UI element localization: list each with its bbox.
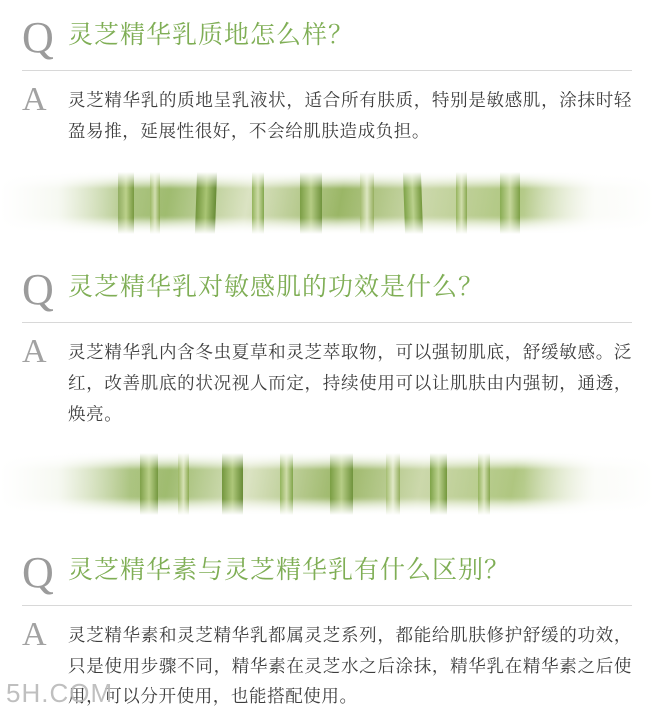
answer-row	[22, 606, 632, 712]
bamboo-stalk	[150, 172, 160, 234]
question-letter-icon: Q	[22, 548, 54, 598]
bamboo-stalk	[300, 172, 322, 234]
bamboo-stalk	[360, 172, 374, 234]
question-row	[22, 535, 632, 598]
answer-letter-icon: A	[22, 333, 47, 371]
bamboo-stalk	[280, 453, 293, 515]
question-row	[22, 0, 632, 60]
bamboo-image	[0, 172, 654, 234]
question-row	[22, 252, 632, 315]
answer-text: 灵芝精华乳内含冬虫夏草和灵芝萃取物，可以强韧肌底，舒缓敏感。泛红，改善肌底的状况视人而定，持续使用可以让肌肤由内强韧，通透，焕亮。	[68, 342, 632, 424]
bamboo-stalk	[456, 172, 467, 234]
bamboo-stalk	[195, 172, 218, 234]
bamboo-stalk	[222, 453, 243, 515]
question-letter-icon: Q	[22, 13, 54, 62]
answer-letter-icon: A	[22, 81, 47, 118]
question-letter-icon: Q	[22, 265, 54, 315]
bamboo-stalk	[178, 453, 189, 515]
bamboo-photo-strip-1	[0, 172, 654, 234]
bamboo-stalk	[118, 172, 134, 234]
bamboo-stalk	[500, 172, 520, 234]
bamboo-stalk	[478, 453, 490, 515]
question-text: 灵芝精华乳对敏感肌的功效是什么？	[68, 274, 485, 302]
bamboo-stalk	[386, 453, 400, 515]
bamboo-stalk	[403, 172, 424, 234]
bamboo-image	[0, 453, 654, 515]
qa-block-2	[0, 252, 654, 429]
answer-letter-icon: A	[22, 616, 47, 654]
answer-text: 灵芝精华乳的质地呈乳液状，适合所有肤质，特别是敏感肌，涂抹时轻盈易推，延展性很好，不会给肌肤造成负担。	[68, 90, 632, 141]
bamboo-stalk	[430, 453, 447, 515]
bamboo-photo-strip-2	[0, 453, 654, 515]
question-text: 灵芝精华素与灵芝精华乳有什么区别？	[68, 557, 511, 585]
answer-text: 灵芝精华素和灵芝精华乳都属灵芝系列，都能给肌肤修护舒缓的功效，只是使用步骤不同，精华素在灵芝水之后涂抹，精华乳在精华素之后使用，可以分开使用，也能搭配使用。	[68, 625, 632, 707]
bamboo-stalk	[252, 172, 264, 234]
answer-row	[22, 323, 632, 429]
answer-row	[22, 71, 632, 146]
bamboo-stalk	[140, 453, 158, 515]
qa-block-1	[0, 0, 654, 146]
watermark: 5H.COM	[6, 678, 114, 708]
question-text: 灵芝精华乳质地怎么样？	[68, 22, 355, 49]
bamboo-stalk	[330, 453, 353, 515]
